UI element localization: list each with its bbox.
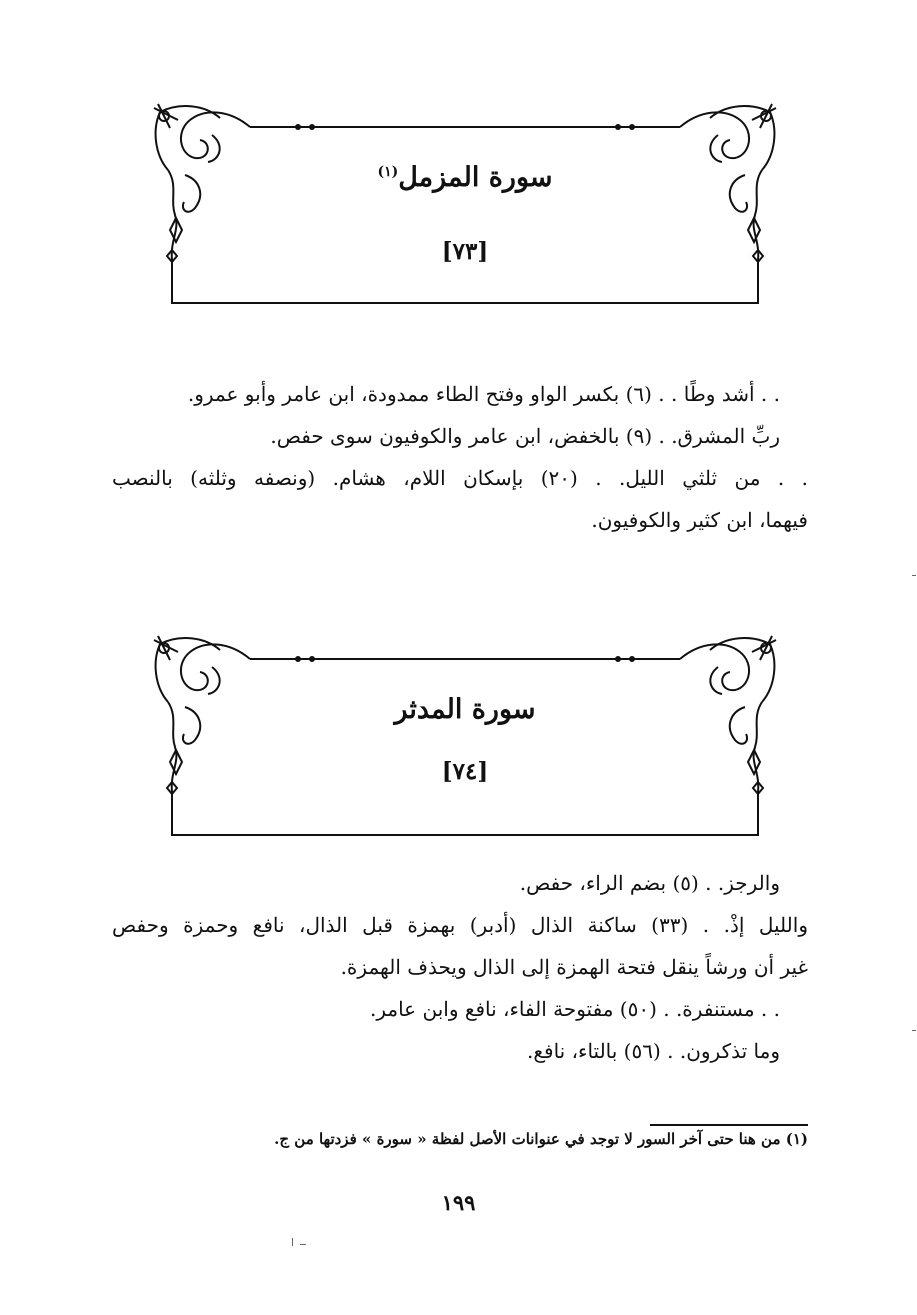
surah-title — [150, 162, 780, 193]
scan-speck — [912, 575, 916, 576]
note-line: والليل إذْ. . (٣٣) ساكنة الذال (أدبر) بهمزة قبل الذال، نافع وحمزة وحفص — [112, 913, 808, 937]
ornamental-frame-icon — [150, 632, 780, 842]
ornamental-frame-icon — [150, 100, 780, 310]
note-line: . . مستنفرة. . (٥٠) مفتوحة الفاء، نافع وابن عامر. — [369, 997, 780, 1021]
surah-notes-al-muddaththir — [112, 862, 808, 1072]
note-line: . . من ثلثي الليل. . (٢٠) بإسكان اللام، هشام. (ونصفه وثلثه) بالنصب — [112, 466, 808, 490]
surah-header-frame-al-muddaththir — [150, 632, 780, 842]
surah-number: [٧٣] — [441, 238, 489, 265]
footnote: (١) من هنا حتى آخر السور لا توجد في عنوانات الأصل لفظة « سورة » فزدتها من ج. — [274, 1130, 808, 1148]
note-line: فيهما، ابن كثير والكوفيون. — [591, 508, 808, 532]
scan-speck — [292, 1238, 293, 1246]
note-line: ربِّ المشرق. . (٩) بالخفض، ابن عامر والكوفيون سوى حفص. — [270, 424, 780, 448]
note-line: وما تذكرون. . (٥٦) بالتاء، نافع. — [527, 1039, 780, 1063]
surah-title: سورة المدثر — [394, 694, 536, 725]
surah-number: [٧٤] — [441, 758, 489, 785]
surah-title-text: سورة المزمل — [398, 162, 553, 193]
surah-header-frame-al-muzzammil — [150, 100, 780, 310]
scan-speck — [912, 1030, 916, 1031]
note-line: . . أشد وطًا . . (٦) بكسر الواو وفتح الطاء ممدودة، ابن عامر وأبو عمرو. — [187, 382, 780, 406]
footnote-marker: (١) — [377, 164, 399, 180]
note-line: والرجز. . (٥) بضم الراء، حفص. — [519, 871, 780, 895]
footnote-separator — [650, 1124, 808, 1126]
note-line: غير أن ورشاً ينقل فتحة الهمزة إلى الذال ويحذف الهمزة. — [340, 955, 808, 979]
page-number: ١٩٩ — [441, 1190, 476, 1215]
scan-speck — [300, 1244, 306, 1245]
surah-notes-al-muzzammil — [112, 373, 808, 541]
